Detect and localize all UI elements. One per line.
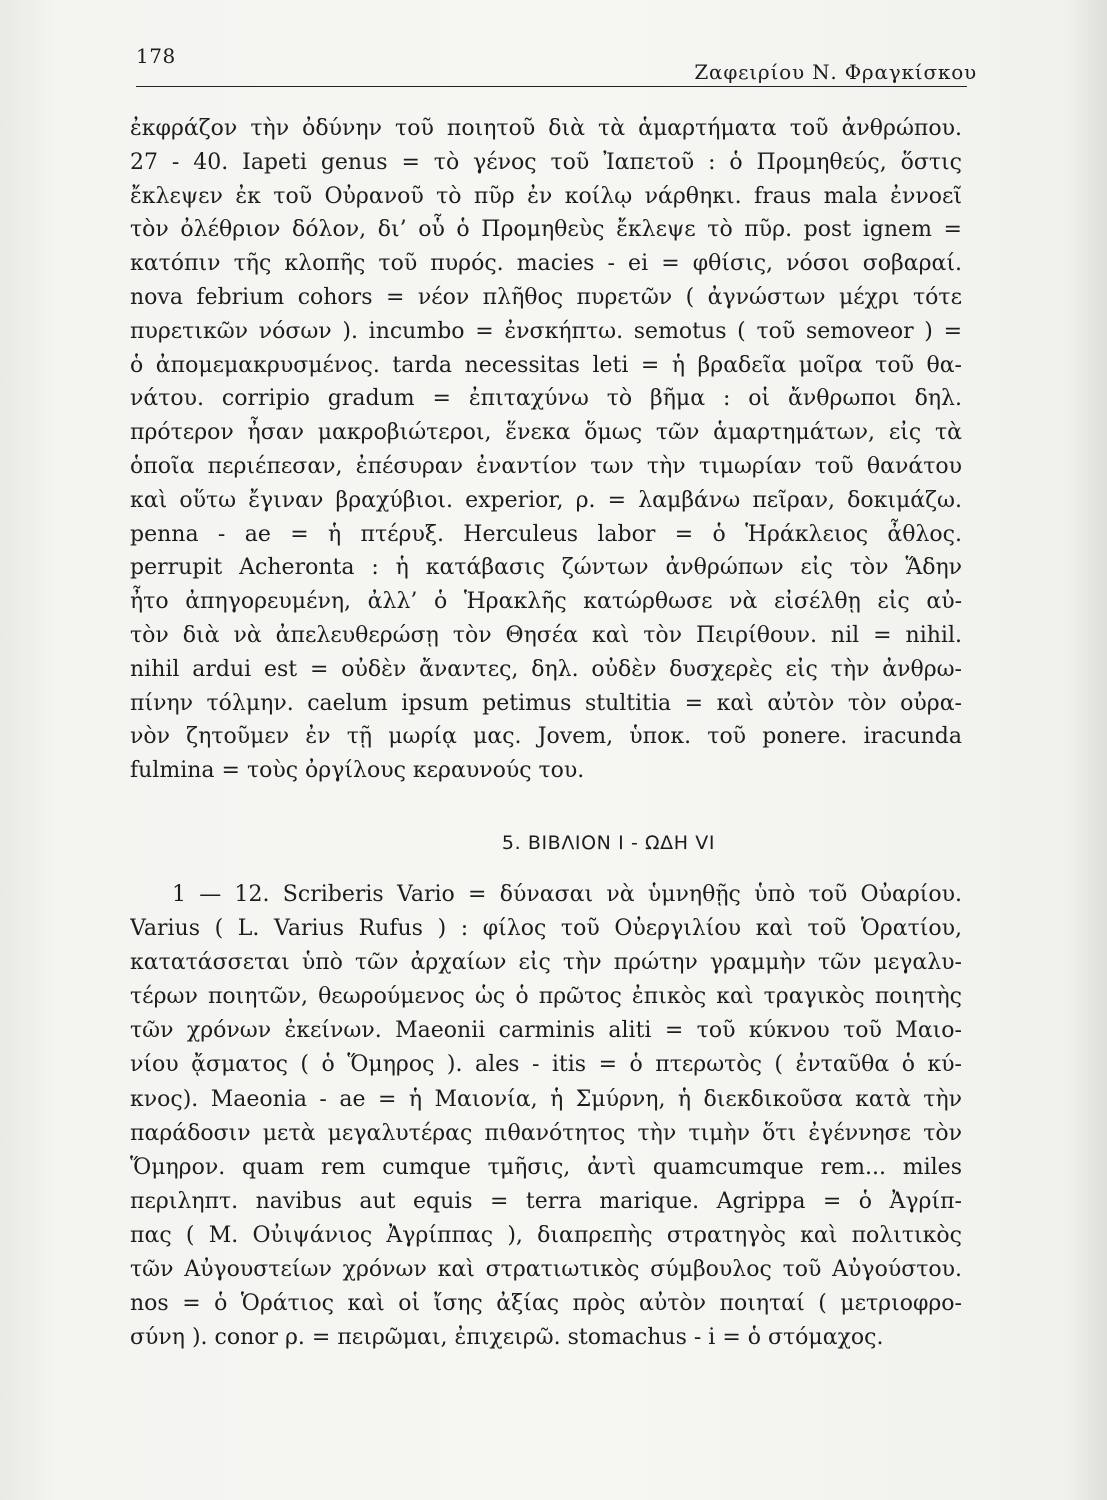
text-line: τῶν χρόνων ἐκείνων. Maeonii carminis aliti = τοῦ κύκνου τοῦ Μαιο-	[130, 1018, 962, 1044]
text-line: nihil ardui est = οὐδὲν ἄναντες, δηλ. οὐδὲν δυσχερὲς εἰς τὴν ἀνθρω-	[130, 656, 962, 682]
text-line: ἐκφράζον τὴν ὀδύνην τοῦ ποιητοῦ διὰ τὰ ἁμαρτήματα τοῦ ἀνθρώπου.	[130, 116, 962, 141]
text-line: fulmina = τοὺς ὀργίλους κεραυνούς του.	[130, 758, 585, 784]
text-line: penna - ae = ἡ πτέρυξ. Herculeus labor = ὁ Ἡράκλειος ἆθλος.	[130, 521, 962, 547]
running-head: Ζαφειρίου Ν. Φραγκίσκου	[694, 60, 977, 84]
commentary-block-2	[130, 878, 962, 1355]
text-line: κνος). Maeonia - ae = ἡ Μαιονία, ἡ Σμύρνη, ἡ διεκδικοῦσα κατὰ τὴν	[130, 1086, 962, 1112]
text-line: κατόπιν τῆς κλοπῆς τοῦ πυρός. macies - ei = φθίσις, νόσοι σοβαραί.	[130, 251, 962, 277]
text-line: παράδοσιν μετὰ μεγαλυτέρας πιθανότητος τὴν τιμὴν ὅτι ἐγέννησε τὸν	[130, 1120, 962, 1146]
section-heading: 5. ΒΙΒΛΙΟΝ Ι - ΩΔΗ VI	[501, 832, 716, 854]
text-line: τὸν ὀλέθριον δόλον, δι’ οὗ ὁ Προμηθεὺς ἔκλεψε τὸ πῦρ. post ignem =	[130, 217, 962, 243]
text-line: perrupit Acheronta : ἡ κατάβασις ζώντων ἀνθρώπων εἰς τὸν Ἅδην	[130, 555, 962, 581]
text-line: τέρων ποιητῶν, θεωρούμενος ὡς ὁ πρῶτος ἐπικὸς καὶ τραγικὸς ποιητὴς	[130, 984, 962, 1010]
text-line: Ὅμηρον. quam rem cumque τμῆσις, ἀντὶ quamcumque rem... miles	[130, 1154, 962, 1180]
text-line: νίου ᾄσματος ( ὁ Ὅμηρος ). ales - itis = ὁ πτερωτὸς ( ἐνταῦθα ὁ κύ-	[130, 1052, 962, 1078]
text-line: πυρετικῶν νόσων ). incumbo = ἐνσκήπτω. semotus ( τοῦ semoveor ) =	[130, 318, 962, 344]
text-line: Varius ( L. Varius Rufus ) : φίλος τοῦ Οὐεργιλίου καὶ τοῦ Ὁρατίου,	[130, 916, 962, 942]
text-line: ἦτο ἀπηγορευμένη, ἀλλ’ ὁ Ἡρακλῆς κατώρθωσε νὰ εἰσέλθῃ εἰς αὐ-	[130, 589, 962, 615]
page-edge-shadow	[1067, 0, 1107, 1500]
page-header	[136, 44, 977, 87]
text-line: 1 — 12. Scriberis Vario = δύνασαι νὰ ὑμνηθῇς ὑπὸ τοῦ Οὐαρίου.	[172, 882, 962, 907]
text-line: πας ( Μ. Οὐιψάνιος Ἀγρίππας ), διαπρεπὴς στρατηγὸς καὶ πολιτικὸς	[130, 1222, 962, 1248]
text-line: ὁποῖα περιέπεσαν, ἐπέσυραν ἐναντίον των τὴν τιμωρίαν τοῦ θανάτου	[130, 453, 962, 479]
text-line: σύνη ). conor ρ. = πειρῶμαι, ἐπιχειρῶ. stomachus - i = ὁ στόμαχος.	[130, 1325, 884, 1351]
text-line: 27 - 40. Iapeti genus = τὸ γένος τοῦ Ἰαπετοῦ : ὁ Προμηθεύς, ὅστις	[130, 149, 962, 175]
text-line: νάτου. corripio gradum = ἐπιταχύνω τὸ βῆμα : οἱ ἄνθρωποι δηλ.	[130, 386, 962, 412]
commentary-block-1	[130, 112, 962, 788]
text-line: περιληπτ. navibus aut equis = terra marique. Agrippa = ὁ Ἀγρίπ-	[130, 1188, 962, 1214]
text-line: τῶν Αὐγουστείων χρόνων καὶ στρατιωτικὸς σύμβουλος τοῦ Αὐγούστου.	[130, 1257, 962, 1283]
text-line: πρότερον ἦσαν μακροβιώτεροι, ἕνεκα ὅμως τῶν ἁμαρτημάτων, εἰς τὰ	[130, 420, 962, 446]
text-line: nova febrium cohors = νέον πλῆθος πυρετῶν ( ἀγνώστων μέχρι τότε	[130, 284, 962, 310]
text-line: καὶ οὕτω ἔγιναν βραχύβιοι. experior, ρ. = λαμβάνω πεῖραν, δοκιμάζω.	[130, 487, 962, 513]
text-line: κατατάσσεται ὑπὸ τῶν ἀρχαίων εἰς τὴν πρώτην γραμμὴν τῶν μεγαλυ-	[130, 950, 962, 976]
text-line: τὸν διὰ νὰ ἀπελευθερώσῃ τὸν Θησέα καὶ τὸν Πειρίθουν. nil = nihil.	[130, 622, 962, 648]
text-line: nos = ὁ Ὁράτιος καὶ οἱ ἴσης ἀξίας πρὸς αὐτὸν ποιηταί ( μετριοφρο-	[130, 1291, 962, 1317]
text-line: πίνην τόλμην. caelum ipsum petimus stultitia = καὶ αὐτὸν τὸν οὐρα-	[130, 690, 962, 716]
text-line: νὸν ζητοῦμεν ἐν τῇ μωρίᾳ μας. Jovem, ὑποκ. τοῦ ponere. iracunda	[130, 724, 962, 750]
text-line: ἔκλεψεν ἐκ τοῦ Οὐρανοῦ τὸ πῦρ ἐν κοίλῳ νάρθηκι. fraus mala ἐννοεῖ	[130, 183, 962, 209]
text-line: ὁ ἀπομεμακρυσμένος. tarda necessitas leti = ἡ βραδεῖα μοῖρα τοῦ θα-	[130, 352, 962, 378]
page-number: 178	[136, 44, 176, 68]
